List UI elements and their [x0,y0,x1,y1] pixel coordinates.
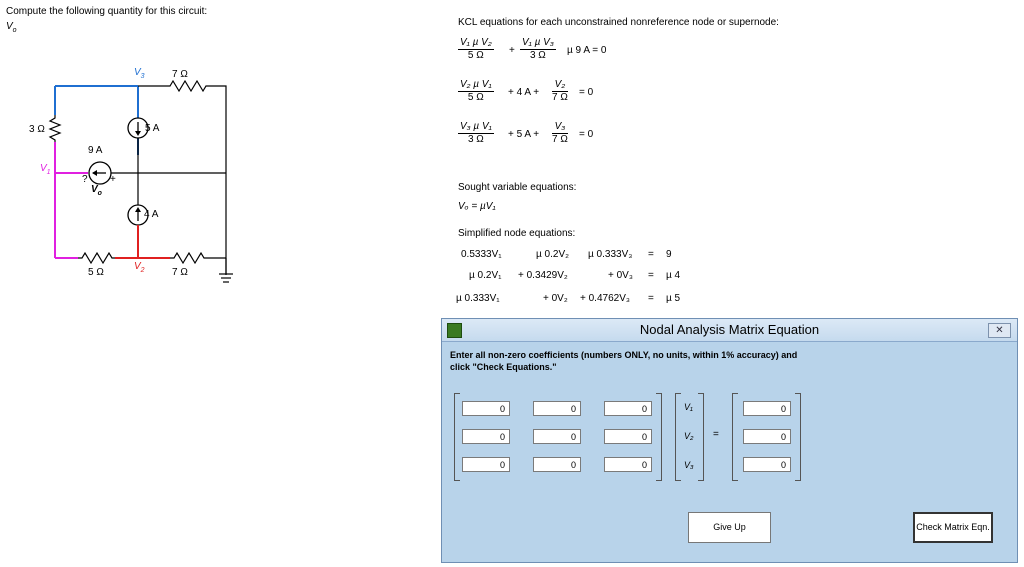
vector-bracket-right [698,393,704,481]
label-i5: 5 A [145,123,160,134]
kcl-eq3-frac2: $\frac{\text{V₃}}{7 \Omega}$ [552,121,568,145]
nodal-matrix-dialog [441,318,1018,563]
simp-r2-a: µ 0.2V₁ [469,270,502,281]
simp-r3-c: + 0.4762V₃ [580,293,630,304]
dialog-title: Nodal Analysis Matrix Equation [639,322,820,337]
circuit-diagram [20,60,250,290]
simp-r1-eq: = [648,249,654,260]
resistor-5-bottom [78,253,115,263]
label-v3: $V_3$ [134,67,145,80]
simp-r1-rhs: 9 [666,249,672,260]
simp-r1-b: µ 0.2V₂ [536,249,569,260]
label-i9: 9 A [88,145,103,156]
label-v1: $V_1$ [40,163,51,176]
rhs-bracket-left [732,393,738,481]
simp-r2-c: + 0V₃ [608,270,633,281]
matrix-cell-2-1[interactable] [462,429,510,444]
close-icon[interactable]: ✕ [988,323,1011,338]
kcl-eq2-frac2: $\frac{\text{V₂}}{7 \Omega}$ [552,79,568,103]
vector-label-v3: V₃ [684,460,694,470]
equals-sign: = [713,429,719,440]
label-plus: + [110,174,116,185]
kcl-eq2-mid: + 4 A + [508,87,540,98]
vector-label-v2: V₂ [684,431,694,441]
check-matrix-button[interactable]: Check Matrix Eqn. [913,512,993,543]
resistor-7-bottom [170,253,226,263]
kcl-eq1-plus: + [509,45,515,56]
label-question: ? [82,174,88,185]
matrix-bracket-right [656,393,662,481]
kcl-eq1-frac1: V₁ µ V₂ 5 Ω [460,37,492,61]
kcl-eq1-frac2: V₁ µ V₃ 3 Ω [522,37,554,61]
label-r5: 5 Ω [88,267,104,278]
simp-r3-b: + 0V₂ [543,293,568,304]
sought-equation: Vₒ = µV₁ [458,201,496,212]
quantity-symbol: V [6,21,13,32]
resistor-3-left [50,115,60,142]
kcl-eq1-tail: µ 9 A = 0 [567,45,607,56]
label-v2: $V_2$ [134,261,145,274]
vector-label-v1: V₁ [684,402,693,412]
label-r3: 3 Ω [29,124,45,135]
kcl-eq2-tail: = 0 [579,87,594,98]
simp-r3-eq: = [648,293,654,304]
simp-r2-eq: = [648,270,654,281]
give-up-button[interactable]: Give Up [688,512,771,543]
matrix-cell-1-3[interactable] [604,401,652,416]
label-r7-bottom: 7 Ω [172,267,188,278]
label-vo: $V_o$ [91,184,102,197]
matrix-cell-3-1[interactable] [462,457,510,472]
simp-r3-rhs: µ 5 [666,293,681,304]
question-quantity [6,21,17,34]
sought-heading: Sought variable equations: [458,182,577,193]
dialog-instructions: Enter all non-zero coefficients (numbers ONLY, no units, within 1% accuracy) and click "Check Equations." [450,350,798,372]
question-prompt: Compute the following quantity for this circuit: [6,6,208,17]
matrix-cell-2-3[interactable] [604,429,652,444]
rhs-bracket-right [795,393,801,481]
rhs-cell-3[interactable] [743,457,791,472]
matrix-cell-1-2[interactable] [533,401,581,416]
simp-r3-a: µ 0.333V₁ [456,293,500,304]
matrix-cell-3-2[interactable] [533,457,581,472]
matrix-bracket-left [454,393,460,481]
vector-bracket-left [675,393,681,481]
simp-r1-c: µ 0.333V₃ [588,249,633,260]
matrix-cell-3-3[interactable] [604,457,652,472]
kcl-eq3-mid: + 5 A + [508,129,540,140]
rhs-cell-2[interactable] [743,429,791,444]
rhs-cell-1[interactable] [743,401,791,416]
resistor-7-top [138,81,226,275]
matrix-cell-2-2[interactable] [533,429,581,444]
simp-r1-a: 0.5333V₁ [461,249,502,260]
simp-r2-b: + 0.3429V₂ [518,270,568,281]
kcl-eq3-tail: = 0 [579,129,594,140]
label-r7-top: 7 Ω [172,69,188,80]
simplified-heading: Simplified node equations: [458,228,576,239]
simp-r2-rhs: µ 4 [666,270,681,281]
label-i4: 4 A [144,209,159,220]
dialog-titlebar[interactable] [442,319,1017,342]
matrix-cell-1-1[interactable] [462,401,510,416]
quantity-subscript: o [12,27,17,34]
kcl-eq2-frac1: V₂ µ V₁ 5 Ω [460,79,492,103]
kcl-heading: KCL equations for each unconstrained nonreference node or supernode: [458,17,779,28]
kcl-eq3-frac1: V₃ µ V₁ 3 Ω [460,121,492,145]
